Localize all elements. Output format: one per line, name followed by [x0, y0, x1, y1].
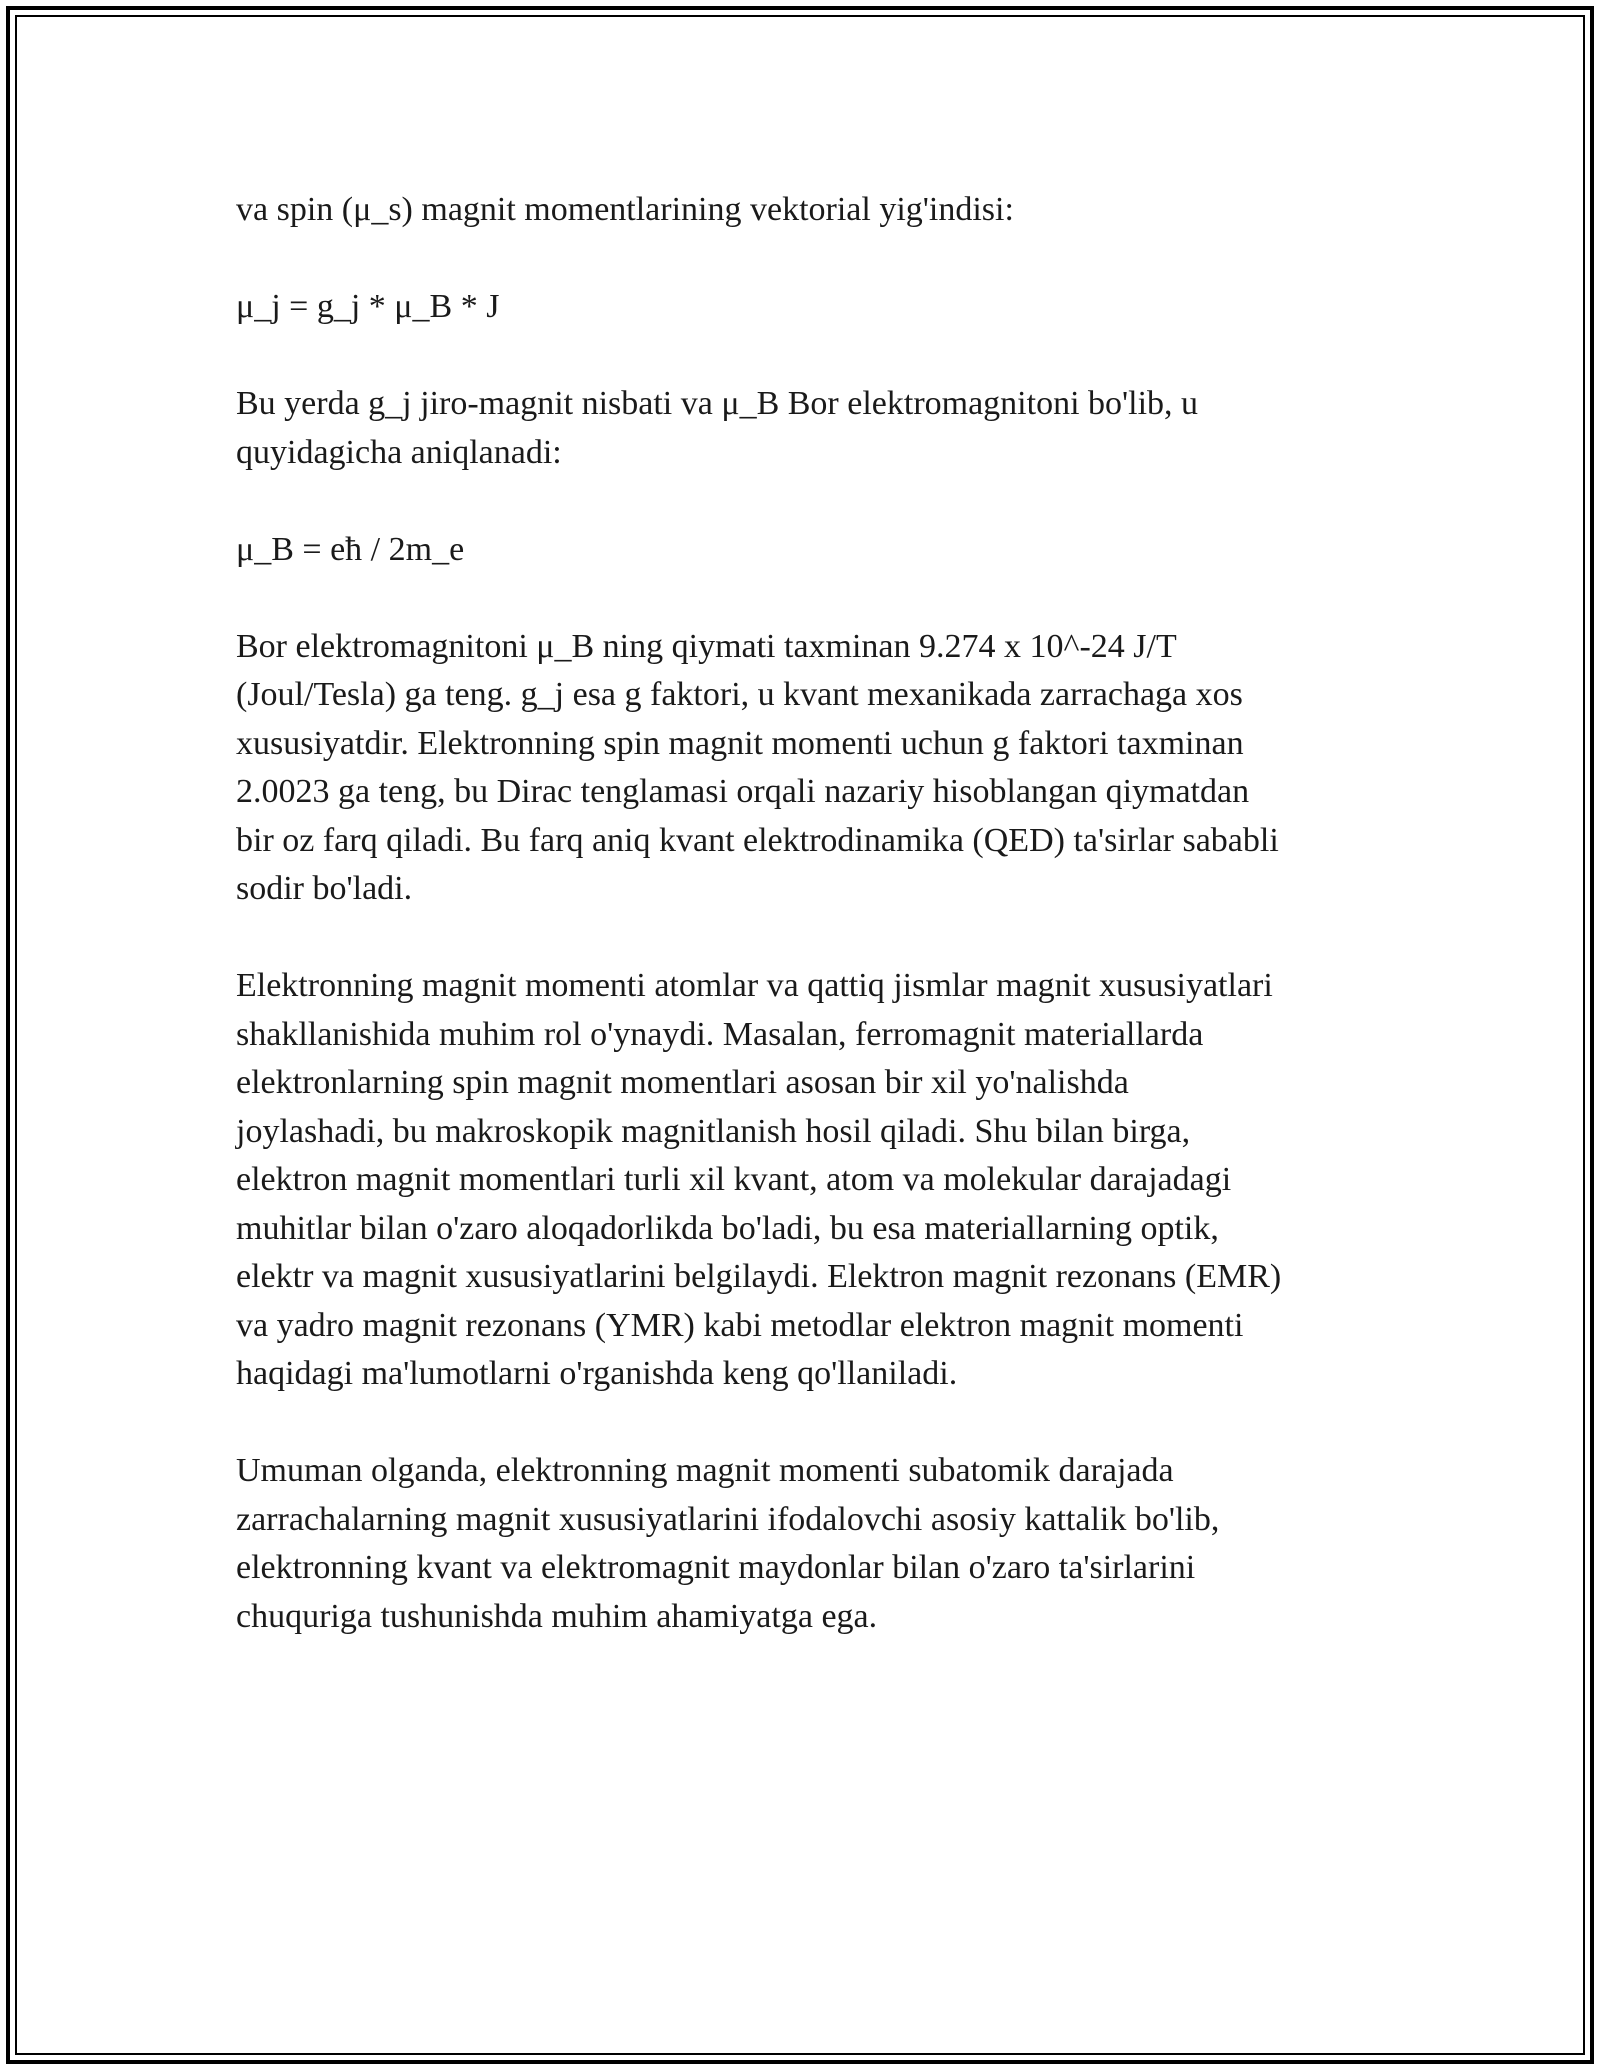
- document-body: [236, 186, 1386, 1690]
- paragraph-conclusion: Umuman olganda, elektronning magnit momenti subatomik darajada zarrachalarning magnit xususiyatlarini ifodalovchi asosiy kattalik bo'lib, elektronning kvant va elektromagnit maydonlar bilan o'zaro ta'sirlarini chuquriga tushunishda muhim ahamiyatga ega.: [236, 1452, 1220, 1635]
- paragraph-bohr-value: Bor elektromagnitoni μ_B ning qiymati taxminan 9.274 x 10^-24 J/T (Joul/Tesla) ga teng. g_j esa g faktori, u kvant mexanikada zarrachaga xos xususiyatdir. Elektronning spin magnit momenti uchun g faktori taxminan 2.0023 ga teng, bu Dirac tenglamasi orqali nazariy hisoblangan qiymatdan bir oz farq qiladi. Bu farq aniq kvant elektrodinamika (QED) ta'sirlar sababli sodir bo'ladi.: [236, 627, 1279, 907]
- equation-mu-b: μ_B = eħ / 2m_e: [236, 530, 465, 568]
- paragraph-bohr-definition: Bu yerda g_j jiro-magnit nisbati va μ_B Bor elektromagnitoni bo'lib, u quyidagicha aniqlanadi:: [236, 385, 1199, 471]
- paragraph-magnetic-properties: Elektronning magnit momenti atomlar va qattiq jismlar magnit xususiyatlari shakllanishida muhim rol o'ynaydi. Masalan, ferromagnit materiallarda elektronlarning spin magnit momentlari asosan bir xil yo'nalishda joylashadi, bu makroskopik magnitlanish hosil qiladi. Shu bilan birga, elektron magnit momentlari turli xil kvant, atom va molekular darajadagi muhitlar bilan o'zaro aloqadorlikda bo'ladi, bu esa materiallarning optik, elektr va magnit xususiyatlarini belgilaydi. Elektron magnit rezonans (EMR) va yadro magnit rezonans (YMR) kabi metodlar elektron magnit momenti haqidagi ma'lumotlarni o'rganishda keng qo'llaniladi.: [236, 967, 1282, 1392]
- paragraph-spin-intro: va spin (μ_s) magnit momentlarining vektorial yig'indisi:: [236, 191, 1014, 228]
- equation-mu-j: μ_j = g_j * μ_B * J: [236, 288, 500, 325]
